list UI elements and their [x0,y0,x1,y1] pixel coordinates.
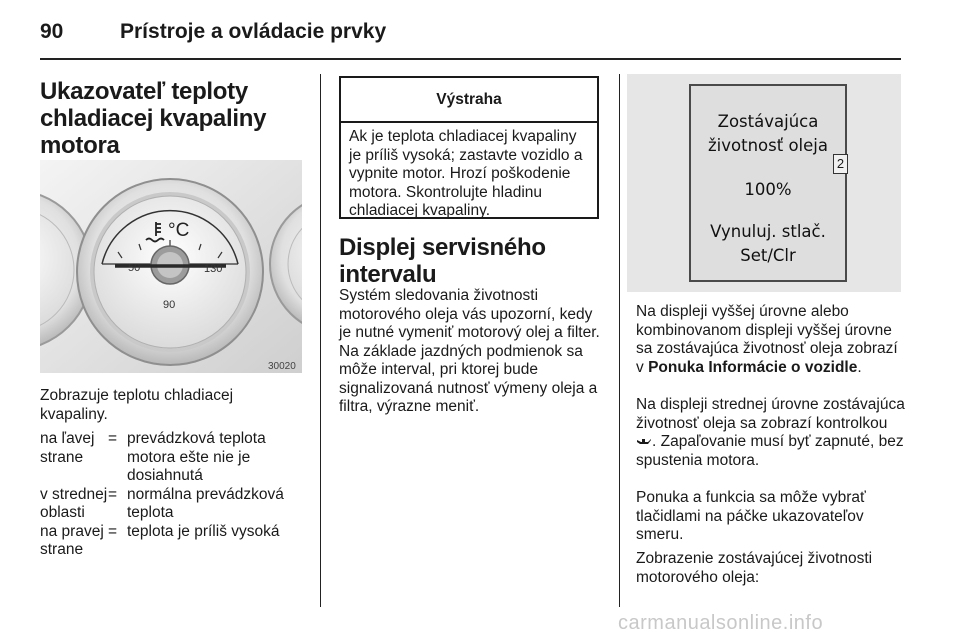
paragraph-text: Na displeji strednej úrovne zostávajúca životnosť oleja sa zobrazí kontrolkou [636,396,905,432]
oil-can-icon [636,437,652,447]
column-divider-2 [619,74,620,607]
service-heading-line: Displej servisného [339,234,546,261]
oil-life-paragraph-3: Ponuka a funkcia sa môže vybrať tlačidlami na páčke ukazovateľov smeru. [636,489,866,543]
watermark: carmanualsonline.info [618,612,824,634]
header-rule [40,58,901,60]
definition-row [40,430,308,486]
coolant-intro: Zobrazuje teplotu chladiacej kvapaliny. [40,387,234,423]
coolant-heading-line: Ukazovateľ teploty [40,78,248,105]
column-divider-1 [320,74,321,607]
coolant-heading-line: motora [40,132,120,159]
page-number: 90 [40,20,64,43]
service-heading-line: intervalu [339,261,437,288]
definition-term: na pravej strane [40,522,104,558]
definition-row [40,486,308,523]
paragraph-text: Na displeji vyššej úrovne alebo kombinovanom displeji vyššej úrovne sa zostávajúca životnosť oleja zobrazí v [636,303,898,376]
coolant-heading [40,78,310,159]
warning-title: Výstraha [341,78,597,123]
definition-equals: = [108,430,118,447]
display-percent: 100% [744,180,792,199]
gauge-unit-label: °C [168,220,190,241]
oil-life-paragraph-1 [636,303,906,377]
service-interval-heading [339,234,609,288]
paragraph-text: . [857,358,862,376]
definition-description: teplota je príliš vysoká [127,522,280,540]
definition-equals: = [108,522,118,540]
display-line-5: Set/Clr [740,246,796,265]
gauge-scale-mid: 90 [163,299,176,311]
definition-equals: = [108,485,118,503]
definition-term: na ľavej strane [40,430,95,466]
oil-life-display-screen [689,84,847,282]
gauge-scale-low: 50 [128,262,141,274]
oil-life-paragraph-2 [636,396,906,470]
coolant-gauge-figure [40,160,302,373]
oil-life-paragraph-4: Zobrazenie zostávajúcej životnosti motorového oleja: [636,550,873,586]
definition-description: prevádzková teplota motora ešte nie je dosiahnutá [127,430,266,484]
oil-life-display-figure [627,74,901,292]
display-line-1: Zostávajúca [717,112,819,131]
paragraph-text: . Zapaľovanie musí byť zapnuté, bez spustenia motora. [636,433,904,469]
definition-term: v strednej oblasti [40,485,108,521]
definition-row [40,523,308,560]
display-line-2: životnosť oleja [708,136,828,155]
coolant-heading-line: chladiacej kvapaliny [40,105,267,132]
figure-reference-number: 30020 [268,361,296,372]
warning-body: Ak je teplota chladiacej kvapaliny je príliš vysoká; zastavte vozidlo a vypnite motor. Hrozí poškodenie motora. Skontrolujte hladinu chladiacej kvapaliny. [349,128,583,219]
vehicle-info-menu-name: Ponuka Informácie o vozidle [648,358,858,376]
warning-box [339,76,599,219]
service-interval-body: Systém sledovania životnosti motorového oleja vás upozorní, kedy je nutné vymeniť motorový olej a filter. Na základe jazdných podmienok sa môže interval, pri ktorej bude signalizovaná nutnosť výmeny oleja a filtra, výrazne meniť. [339,287,600,415]
definition-table [40,430,308,560]
page-header-title: Prístroje a ovládacie prvky [120,20,387,43]
display-page-badge: 2 [833,154,848,174]
display-line-4: Vynuluj. stlač. [710,222,826,241]
coolant-gauge-illustration [40,160,302,373]
definition-description: normálna prevádzková teplota [127,485,284,521]
gauge-scale-high: 130 [204,263,223,275]
